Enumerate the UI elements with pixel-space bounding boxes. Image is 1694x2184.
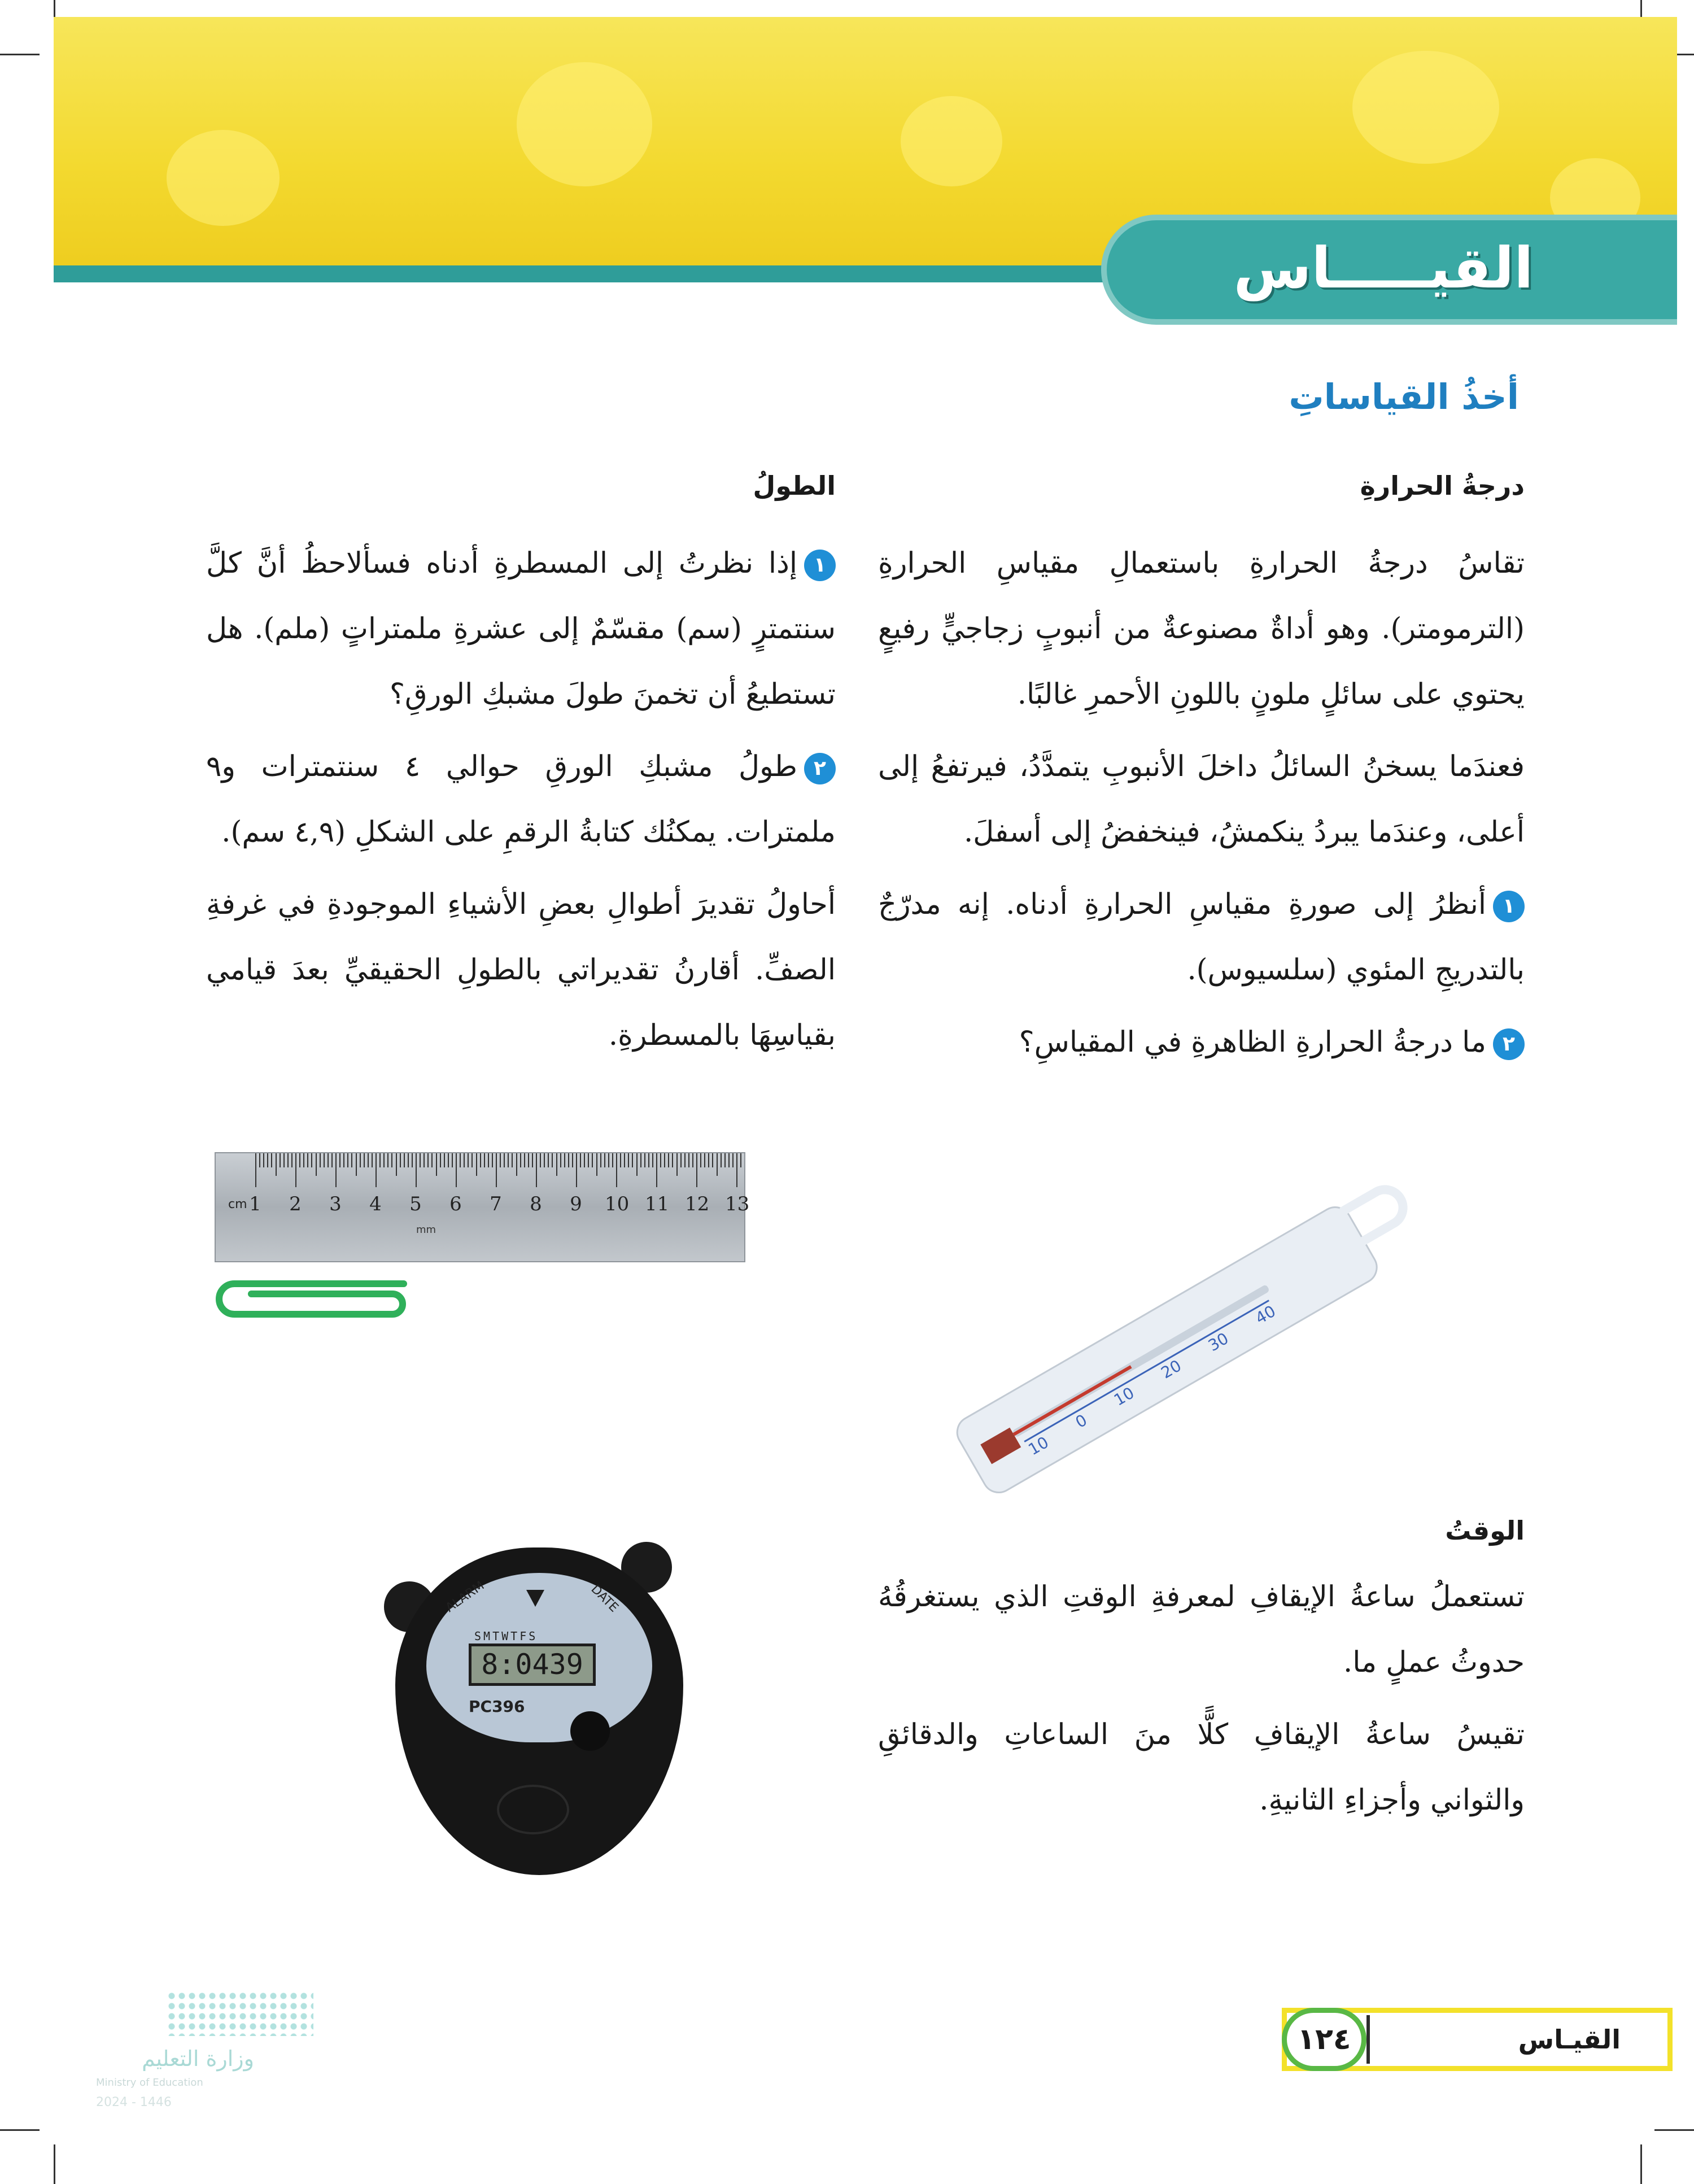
- page-title: القيـــــاس: [1233, 235, 1534, 301]
- ruler-tick-label: 5: [409, 1193, 422, 1215]
- ruler-tick: [604, 1153, 605, 1167]
- ruler-tick: [508, 1153, 509, 1167]
- stopwatch-display: [469, 1644, 596, 1686]
- ruler-tick: [400, 1153, 401, 1167]
- ruler-tick: [536, 1153, 537, 1187]
- ruler-tick: [431, 1153, 433, 1167]
- ruler-tick: [548, 1153, 549, 1167]
- length-paragraph: أحاولُ تقديرَ أطوالِ بعضِ الأشياءِ الموجودةِ في غرفةِ الصفِّ. أقارنُ تقديراتي بالطولِ الحقيقيِّ بعدَ قيامي بقياسِهَا بالمسطرةِ.: [206, 888, 836, 1052]
- ruler-tick: [496, 1153, 497, 1187]
- ruler-tick: [692, 1153, 693, 1167]
- length-item-1-text: إذا نظرتُ إلى المسطرةِ أدناه فسألاحظُ أنَّ كلَّ سنتمترٍ (سم) مقسّمٌ إلى عشرةِ ملمتراتٍ (ملم). هل تستطيعُ أن تخمنَ طولَ مشبكِ الورقِ؟: [206, 547, 836, 711]
- ministry-logo: [90, 1991, 316, 2121]
- ruler-tick: [696, 1153, 697, 1187]
- ruler-tick: [740, 1153, 741, 1167]
- temperature-paragraph-2: فعندَما يسخنُ السائلُ داخلَ الأنبوبِ يتمدَّدُ، فيرتفعُ إلى أعلى، وعندَما يبردُ ينكمشُ، فينخفضُ إلى أسفلَ.: [878, 750, 1525, 849]
- ruler-tick: [343, 1153, 344, 1167]
- ruler-tick: [688, 1153, 689, 1167]
- ruler-tick: [721, 1153, 722, 1167]
- ruler-tick-label: 2: [289, 1193, 302, 1215]
- ruler-tick: [516, 1153, 517, 1176]
- thermometer-scale-label: 40: [1252, 1301, 1279, 1328]
- ruler-tick: [364, 1153, 365, 1167]
- ruler-image: [215, 1152, 750, 1262]
- ruler-tick: [424, 1153, 425, 1167]
- ruler-tick: [717, 1153, 718, 1176]
- time-column: [878, 1564, 1525, 1833]
- stopwatch-display-value: 8:0439: [481, 1648, 583, 1681]
- length-item-1: [206, 531, 836, 727]
- ministry-logo-arabic: وزارة التعليم: [142, 2046, 254, 2071]
- ruler-tick-label: 3: [329, 1193, 342, 1215]
- ruler-tick: [416, 1153, 417, 1187]
- ruler-tick: [376, 1153, 377, 1187]
- ruler-tick: [339, 1153, 340, 1167]
- ruler-tick: [524, 1153, 525, 1167]
- ruler-tick: [476, 1153, 477, 1176]
- ruler-tick: [280, 1153, 281, 1167]
- ruler-tick: [267, 1153, 268, 1167]
- thermometer-scale-label: 20: [1158, 1356, 1185, 1383]
- ruler-tick: [420, 1153, 421, 1167]
- ruler-tick: [299, 1153, 300, 1167]
- paperclip-image: [212, 1274, 421, 1324]
- ruler-tick: [620, 1153, 621, 1167]
- ruler-tick: [444, 1153, 445, 1167]
- thermometer-scale-label: 10: [1110, 1383, 1138, 1410]
- ruler-tick: [324, 1153, 325, 1167]
- ruler-tick: [295, 1153, 296, 1187]
- ruler-tick: [644, 1153, 645, 1167]
- stopwatch-alarm-label: ALARM: [443, 1579, 487, 1615]
- ruler-tick: [668, 1153, 669, 1167]
- length-column: [206, 531, 836, 1069]
- section-heading: أخذُ القياساتِ: [1289, 376, 1519, 417]
- ruler-tick: [484, 1153, 485, 1167]
- ruler-tick: [676, 1153, 678, 1176]
- ruler-tick: [628, 1153, 629, 1167]
- ruler-tick: [660, 1153, 661, 1167]
- ruler-tick: [368, 1153, 369, 1167]
- ruler-tick: [283, 1153, 285, 1167]
- ruler-tick: [427, 1153, 429, 1167]
- time-paragraph-1: تستعملُ ساعةُ الإيقافِ لمعرفةِ الوقتِ الذي يستغرقُهُ حدوثُ عملٍ ما.: [878, 1580, 1525, 1679]
- ruler-tick: [347, 1153, 348, 1167]
- ruler-tick: [588, 1153, 589, 1167]
- ruler-tick: [544, 1153, 545, 1167]
- ruler-tick: [592, 1153, 593, 1167]
- ruler-tick: [468, 1153, 469, 1167]
- crop-mark: [1640, 2144, 1642, 2184]
- ruler-tick: [412, 1153, 413, 1167]
- ruler-tick: [263, 1153, 264, 1167]
- ruler-tick: [404, 1153, 405, 1167]
- ruler-tick: [580, 1153, 581, 1167]
- ruler-tick: [391, 1153, 392, 1167]
- ruler-tick: [504, 1153, 505, 1167]
- thermometer-scale-label: 10: [1025, 1432, 1052, 1459]
- ruler-tick: [307, 1153, 308, 1167]
- ruler-tick: [632, 1153, 633, 1167]
- number-badge: ٢: [804, 753, 836, 784]
- ruler-tick: [471, 1153, 473, 1167]
- ruler-tick-label: 11: [645, 1193, 670, 1215]
- ruler-tick: [480, 1153, 481, 1167]
- ruler-tick: [608, 1153, 609, 1167]
- ruler-tick: [460, 1153, 461, 1167]
- ruler-tick-label: 6: [449, 1193, 462, 1215]
- ruler-tick: [684, 1153, 686, 1167]
- ruler-tick-label: 9: [570, 1193, 582, 1215]
- ruler-tick: [648, 1153, 649, 1167]
- number-badge: ١: [804, 550, 836, 581]
- temperature-item-2: [878, 1010, 1525, 1075]
- ruler-tick: [672, 1153, 673, 1167]
- crop-mark: [54, 2144, 55, 2184]
- ruler-tick: [556, 1153, 557, 1176]
- length-heading: الطولُ: [753, 470, 836, 501]
- temperature-item-1-text: أنظرُ إلى صورةِ مقياسِ الحرارةِ أدناه. إنه مدرّجٌ بالتدريجِ المئوي (سلسيوس).: [878, 888, 1525, 987]
- ruler-tick-label: 13: [725, 1193, 750, 1215]
- ruler-tick: [335, 1153, 337, 1187]
- ruler-tick: [408, 1153, 409, 1167]
- ruler-tick: [712, 1153, 713, 1167]
- ruler-tick: [320, 1153, 321, 1167]
- crop-mark: [1654, 2129, 1694, 2131]
- ruler-tick-label: 1: [249, 1193, 261, 1215]
- ruler-tick: [680, 1153, 682, 1167]
- ruler-tick-label: 4: [369, 1193, 382, 1215]
- time-paragraph-2: تقيسُ ساعةُ الإيقافِ كلًّا منَ الساعاتِ والدقائقِ والثواني وأجزاءِ الثانيةِ.: [878, 1718, 1525, 1817]
- temperature-item-2-text: ما درجةُ الحرارةِ الظاهرةِ في المقياسِ؟: [1019, 1026, 1486, 1059]
- footer-chapter: القيـاس: [1518, 2024, 1621, 2055]
- ruler-tick: [704, 1153, 705, 1167]
- length-item-2: [206, 734, 836, 865]
- ruler-tick: [379, 1153, 381, 1167]
- thermometer-scale-label: 0: [1072, 1410, 1090, 1432]
- ruler-tick: [552, 1153, 553, 1167]
- time-heading: الوقتُ: [1445, 1515, 1525, 1546]
- temperature-item-1: [878, 872, 1525, 1003]
- ruler-tick: [396, 1153, 397, 1176]
- ruler-tick: [624, 1153, 625, 1167]
- ruler-tick-label: 7: [490, 1193, 502, 1215]
- stopwatch-button: [570, 1711, 610, 1751]
- page-number: ١٢٤: [1282, 2008, 1366, 2071]
- footer-divider: [1366, 2015, 1370, 2064]
- ruler-tick: [351, 1153, 352, 1167]
- stopwatch-logo-icon: [497, 1785, 569, 1834]
- ruler-tick: [440, 1153, 441, 1167]
- ruler-tick: [724, 1153, 726, 1167]
- ruler-tick: [612, 1153, 613, 1167]
- ruler-tick: [596, 1153, 597, 1176]
- ruler-tick: [259, 1153, 260, 1167]
- stopwatch-model: PC396: [469, 1697, 525, 1716]
- ruler-tick-label: 12: [685, 1193, 710, 1215]
- ruler-tick: [356, 1153, 357, 1176]
- ruler-tick: [584, 1153, 585, 1167]
- temperature-heading: درجةُ الحرارةِ: [1360, 470, 1525, 501]
- temperature-column: [878, 531, 1525, 1075]
- ruler-tick: [652, 1153, 653, 1167]
- ruler-tick: [456, 1153, 457, 1187]
- ruler-tick: [492, 1153, 493, 1167]
- crop-mark: [0, 54, 40, 55]
- ruler-tick: [640, 1153, 641, 1167]
- ruler-tick: [656, 1153, 657, 1187]
- ruler-tick: [291, 1153, 292, 1167]
- ruler-tick: [700, 1153, 701, 1167]
- ruler-tick: [500, 1153, 501, 1167]
- ruler-tick: [520, 1153, 521, 1167]
- ruler-tick: [328, 1153, 329, 1167]
- ministry-logo-years: 2024 - 1446: [96, 2095, 172, 2109]
- ruler-tick: [436, 1153, 437, 1176]
- crop-mark: [0, 2129, 40, 2131]
- ministry-logo-english: Ministry of Education: [96, 2077, 203, 2089]
- ruler-tick: [616, 1153, 617, 1187]
- stopwatch-date-label: DATE: [588, 1582, 621, 1615]
- thermometer-scale-label: 30: [1204, 1328, 1232, 1355]
- number-badge: ١: [1493, 891, 1525, 922]
- ruler-tick-label: 10: [605, 1193, 630, 1215]
- ruler-tick: [736, 1153, 737, 1187]
- ruler-tick: [464, 1153, 465, 1167]
- ruler-tick: [576, 1153, 577, 1187]
- length-item-2-text: طولُ مشبكِ الورقِ حوالي ٤ سنتمترات و٩ ملمترات. يمكنُك كتابةُ الرقمِ على الشكلِ (٤,٩ سم).: [206, 750, 836, 849]
- ministry-logo-dots: [167, 1991, 313, 2036]
- ruler-tick: [311, 1153, 312, 1167]
- ruler-tick: [452, 1153, 453, 1167]
- number-badge: ٢: [1493, 1028, 1525, 1060]
- ruler-tick: [732, 1153, 734, 1167]
- ruler-tick: [664, 1153, 665, 1167]
- stopwatch-days: SMTWTFS: [474, 1629, 538, 1643]
- ruler-tick: [728, 1153, 730, 1167]
- ruler-tick: [287, 1153, 289, 1167]
- ruler-tick: [488, 1153, 489, 1167]
- ruler-unit-label: cm: [228, 1197, 247, 1211]
- ruler-tick: [540, 1153, 541, 1167]
- ruler-tick: [255, 1153, 256, 1187]
- ruler-tick: [316, 1153, 317, 1176]
- ruler-tick-label: 8: [530, 1193, 542, 1215]
- ruler-tick: [448, 1153, 449, 1167]
- thermometer-image: [950, 1172, 1433, 1499]
- ruler-tick: [564, 1153, 565, 1167]
- stopwatch-image: [384, 1536, 700, 1881]
- ruler-tick: [387, 1153, 388, 1167]
- ruler-tick: [532, 1153, 533, 1167]
- stopwatch-logo-icon: [526, 1590, 544, 1607]
- ruler-tick: [600, 1153, 601, 1167]
- ruler-tick: [708, 1153, 709, 1167]
- ruler-tick: [528, 1153, 529, 1167]
- ruler-tick: [636, 1153, 638, 1176]
- ruler-tick: [568, 1153, 569, 1167]
- ruler-tick: [276, 1153, 277, 1176]
- ruler-tick: [303, 1153, 304, 1167]
- ruler-tick: [372, 1153, 373, 1167]
- ruler-tick: [271, 1153, 272, 1167]
- ruler-mm-label: mm: [416, 1224, 436, 1236]
- ruler-tick: [331, 1153, 333, 1167]
- ruler-tick: [360, 1153, 361, 1167]
- ruler-tick: [572, 1153, 573, 1167]
- ruler-tick: [512, 1153, 513, 1167]
- ruler-tick: [560, 1153, 561, 1167]
- temperature-paragraph-1: تقاسُ درجةُ الحرارةِ باستعمالِ مقياسِ الحرارةِ (الترمومتر). وهو أداةٌ مصنوعةٌ من أنبوبٍ زجاجيٍّ رفيعٍ يحتوي على سائلٍ ملونٍ باللونِ الأحمرِ غالبًا.: [878, 547, 1525, 711]
- ruler-tick: [383, 1153, 385, 1167]
